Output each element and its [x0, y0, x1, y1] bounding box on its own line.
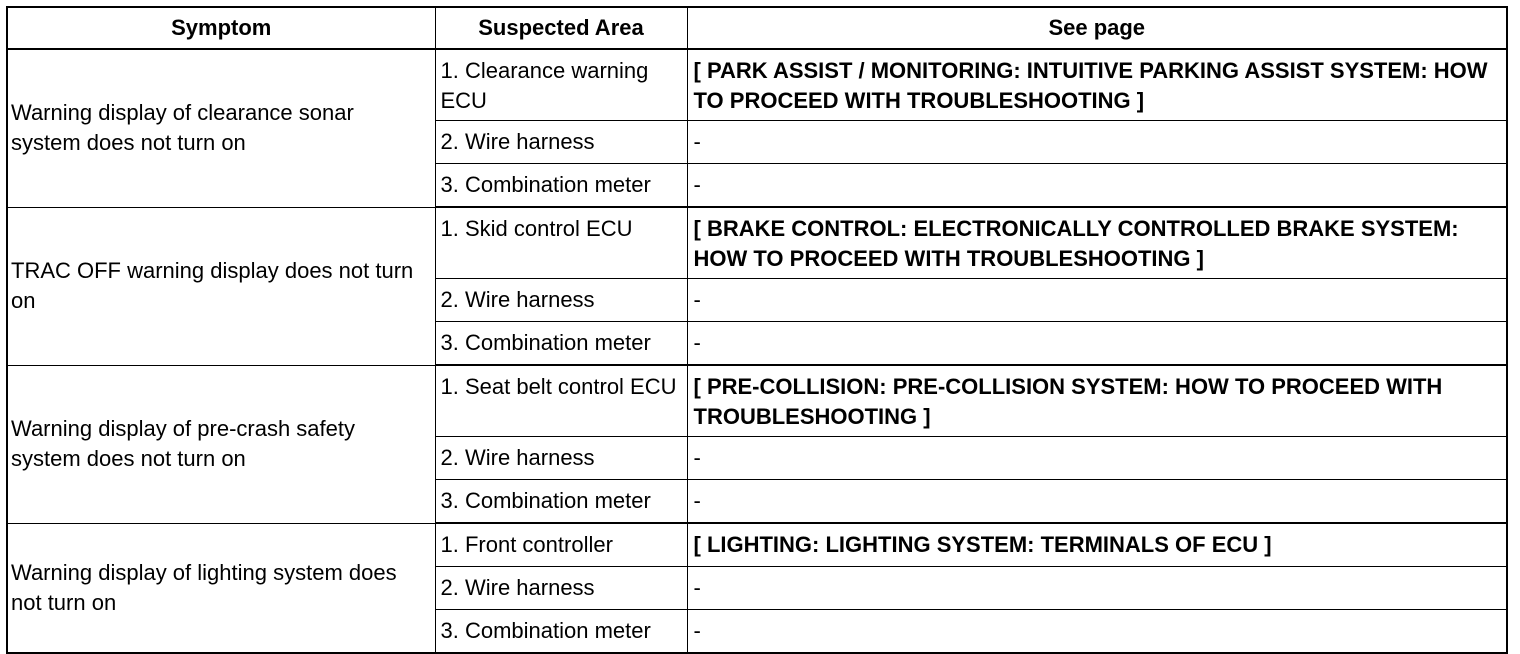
see-page-link[interactable]: [ BRAKE CONTROL: ELECTRONICALLY CONTROLLED BRAKE SYSTEM: HOW TO PROCEED WITH TROUBLESHOOTING ]: [687, 207, 1507, 279]
suspected-area-cell: 2. Wire harness: [435, 567, 687, 610]
suspected-area-cell: 3. Combination meter: [435, 322, 687, 366]
see-page-cell: -: [687, 610, 1507, 654]
suspected-area-cell: 1. Skid control ECU: [435, 207, 687, 279]
suspected-area-cell: 3. Combination meter: [435, 164, 687, 208]
see-page-cell: -: [687, 437, 1507, 480]
suspected-area-cell: 3. Combination meter: [435, 610, 687, 654]
see-page-cell: -: [687, 322, 1507, 366]
suspected-area-cell: 1. Front controller: [435, 523, 687, 567]
see-page-link[interactable]: [ PARK ASSIST / MONITORING: INTUITIVE PARKING ASSIST SYSTEM: HOW TO PROCEED WITH TROUBLESHOOTING ]: [687, 49, 1507, 121]
troubleshooting-table: [6, 6, 1508, 654]
see-page-cell: -: [687, 567, 1507, 610]
table-row: [7, 365, 1507, 437]
see-page-cell: -: [687, 121, 1507, 164]
suspected-area-cell: 1. Clearance warning ECU: [435, 49, 687, 121]
suspected-area-cell: 2. Wire harness: [435, 437, 687, 480]
suspected-area-cell: 1. Seat belt control ECU: [435, 365, 687, 437]
see-page-link[interactable]: [ PRE-COLLISION: PRE-COLLISION SYSTEM: HOW TO PROCEED WITH TROUBLESHOOTING ]: [687, 365, 1507, 437]
table-row: [7, 207, 1507, 279]
see-page-cell: -: [687, 480, 1507, 524]
symptom-cell: Warning display of lighting system does not turn on: [7, 523, 435, 653]
header-row: [7, 7, 1507, 49]
header-suspected-area: Suspected Area: [435, 7, 687, 49]
header-symptom: Symptom: [7, 7, 435, 49]
suspected-area-cell: 2. Wire harness: [435, 121, 687, 164]
symptom-cell: TRAC OFF warning display does not turn on: [7, 207, 435, 365]
see-page-link[interactable]: [ LIGHTING: LIGHTING SYSTEM: TERMINALS OF ECU ]: [687, 523, 1507, 567]
header-see-page: See page: [687, 7, 1507, 49]
suspected-area-cell: 3. Combination meter: [435, 480, 687, 524]
suspected-area-cell: 2. Wire harness: [435, 279, 687, 322]
see-page-cell: -: [687, 164, 1507, 208]
symptom-cell: Warning display of pre-crash safety system does not turn on: [7, 365, 435, 523]
table-row: [7, 523, 1507, 567]
see-page-cell: -: [687, 279, 1507, 322]
symptom-cell: Warning display of clearance sonar system does not turn on: [7, 49, 435, 207]
table-row: [7, 49, 1507, 121]
